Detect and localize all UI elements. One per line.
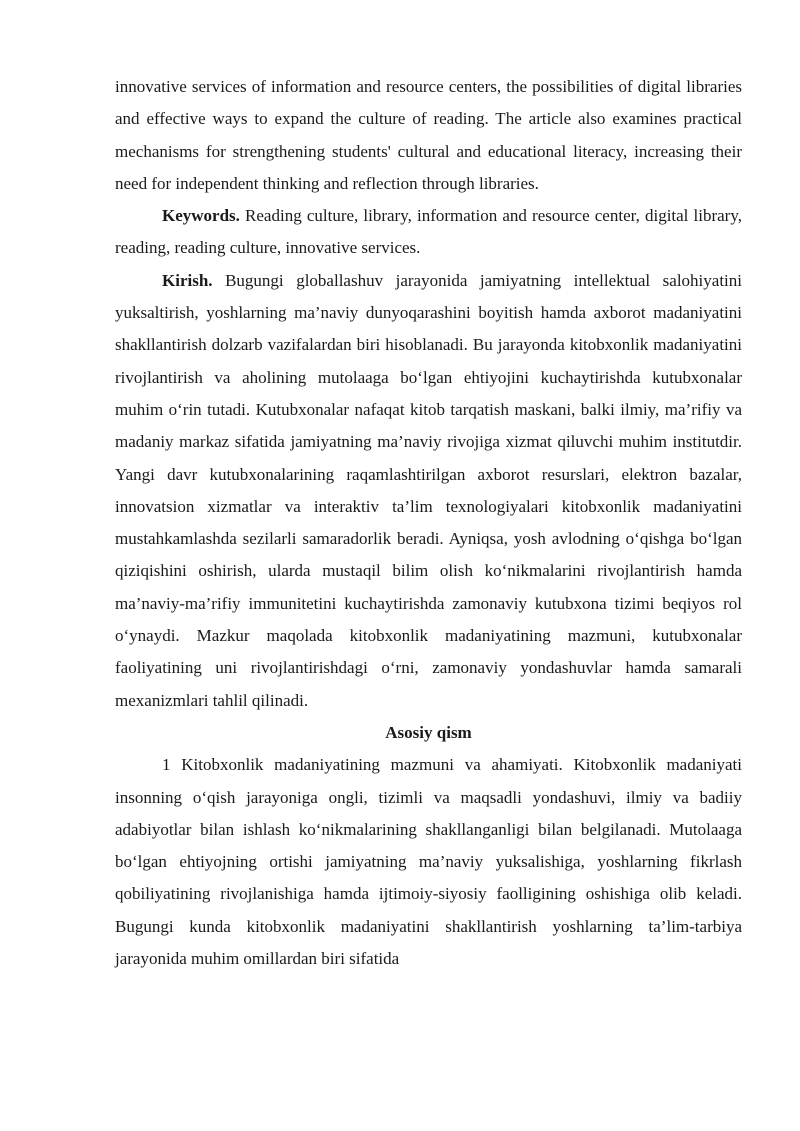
introduction-text: Bugungi globallashuv jarayonida jamiyatning intellektual salohiyatini yuksaltirish, yoshlarning ma’naviy dunyoqarashini boyitish hamda axborot madaniyatini shakllantirish dolzarb vazifalardan biri hisoblanadi. Bu jarayonda kitobxonlik madaniyatini rivojlantirish va aholining mutolaaga bo‘lgan ehtiyojini kuchaytirishda kutubxonalar muhim o‘rin tutadi. Kutubxonalar nafaqat kitob tarqatish maskani, balki ilmiy, ma’rifiy va madaniy markaz sifatida jamiyatning ma’naviy rivojiga xizmat qiluvchi muhim institutdir. Yangi davr kutubxonalarining raqamlashtirilgan axborot resurslari, elektron bazalar, innovatsion xizmatlar va interaktiv ta’lim texnologiyalari kitobxonlik madaniyatini mustahkamlashda sezilarli samaradorlik beradi. Ayniqsa, yosh avlodning o‘qishga bo‘lgan qiziqishini oshirish, ularda mustaqil bilim olish ko‘nikmalarini rivojlantirish hamda ma’naviy-ma’rifiy immunitetini kuchaytirishda zamonaviy kutubxona tizimi beqiyos rol o‘ynaydi. Mazkur maqolada kitobxonlik madaniyatining mazmuni, kutubxonalar faoliyatining uni rivojlantirishdagi o‘rni, zamonaviy yondashuvlar hamda samarali mexanizmlari tahlil qilinadi. bbox=[115, 270, 742, 710]
keywords-text: Reading culture, library, information and resource center, digital library, reading, reading culture, innovative services. bbox=[115, 206, 742, 258]
keywords-label: Keywords. bbox=[162, 206, 240, 226]
section-1-paragraph: 1 Kitobxonlik madaniyatining mazmuni va ahamiyati. Kitobxonlik madaniyati insonning o‘qish jarayoniga ongli, tizimli va maqsadli yondashuvi, ilmiy va badiiy adabiyotlar bilan ishlash ko‘nikmalarining shakllanganligi bilan belgilanadi. Mutolaaga bo‘lgan ehtiyojning ortishi jamiyatning ma’naviy yuksalishiga, yoshlarning fikrlash qobiliyatining rivojlanishiga hamda ijtimoiy-siyosiy faolligining oshishiga olib keladi. Bugungi kunda kitobxonlik madaniyatini shakllantirish yoshlarning ta’lim-tarbiya jarayonida muhim omillardan biri sifatida bbox=[115, 755, 742, 969]
abstract-paragraph: innovative services of information and resource centers, the possibilities of digital libraries and effective ways to expand the culture of reading. The article also examines practical mechanisms for strengthening students' cultural and educational literacy, increasing their need for independent thinking and reflection through libraries. bbox=[115, 77, 742, 193]
keywords-paragraph bbox=[115, 200, 742, 265]
introduction-label: Kirish. bbox=[162, 270, 213, 290]
document-page bbox=[115, 71, 742, 975]
introduction-paragraph bbox=[115, 265, 742, 717]
section-heading: Asosiy qism bbox=[385, 722, 472, 742]
